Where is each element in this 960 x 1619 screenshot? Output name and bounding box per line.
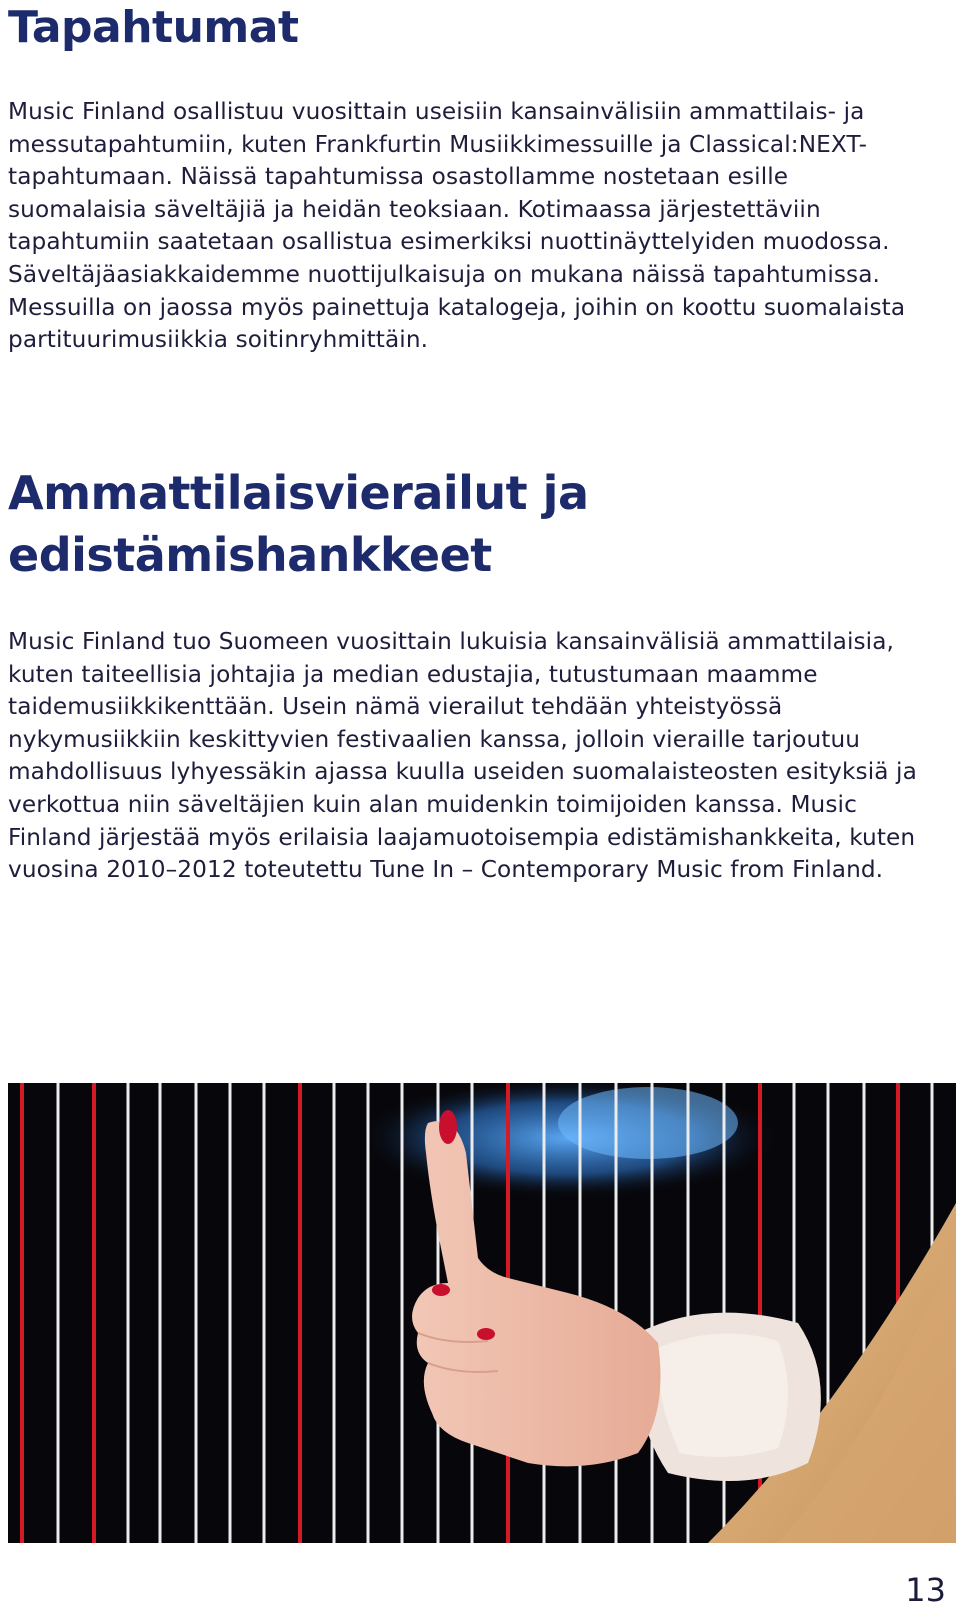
harp-photo	[8, 1083, 956, 1543]
section-body-events: Music Finland osallistuu vuosittain useisiin kansainvälisiin ammattilais- ja messutapahtumiin, kuten Frankfurtin Musiikkimessuille ja Classical:NEXT-tapahtumaan. Näissä tapahtumissa osastollamme nostetaan esille suomalaisia säveltäjiä ja heidän teoksiaan. Kotimaassa järjestettäviin tapahtumiin saatetaan osallistua esimerkiksi nuottinäyttelyiden muodossa. Säveltäjäasiakkaidemme nuottijulkaisuja on mukana näissä tapahtumissa. Messuilla on jaossa myös painettuja katalogeja, joihin on koottu suomalaista partituurimusiikkia soitinryhmittäin.	[8, 98, 906, 354]
page-number: 13	[905, 1571, 946, 1609]
section-heading-visits: Ammattilaisvierailut ja edistämishankkeet	[8, 466, 589, 582]
section-body-visits: Music Finland tuo Suomeen vuosittain lukuisia kansainvälisiä ammattilaisia, kuten taiteellisia johtajia ja median edustajia, tutustumaan maamme taidemusiikkikenttään. Usein nämä vierailut tehdään yhteistyössä nykymusiikkiin keskittyvien festivaalien kanssa, jolloin vieraille tarjoutuu mahdollisuus lyhyessäkin ajassa kuulla useiden suomalaisteosten esityksiä ja verkottua niin säveltäjien kuin alan muidenkin toimijoiden kanssa. Music Finland järjestää myös erilaisia laajamuotoisempia edistämishankkeita, kuten vuosina 2010–2012 toteutettu Tune In – Contemporary Music from Finland.	[8, 628, 917, 884]
section-heading-events: Tapahtumat	[8, 2, 299, 53]
